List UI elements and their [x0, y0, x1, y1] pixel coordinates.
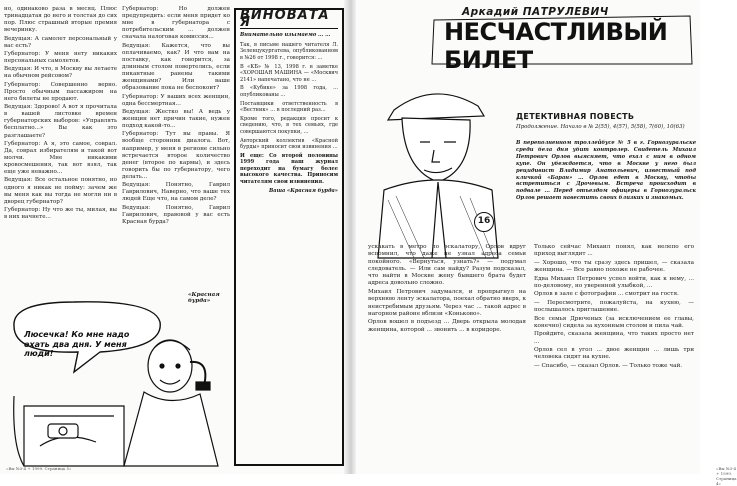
paragraph: Губернатор: А я, это самое, соврал. Да, соврал избирателям и такой вот молчи. Мне никакими кровосмешения, так вот взял, так еще уже неважно... — [4, 140, 117, 176]
paragraph: Орлов сел в угол ... двое женщин ... лишь три человека сидят на кухне. — [534, 347, 694, 361]
paragraph: Ведущая: Здорово! А вот я прочитала в вашей листовке времен губернаторских выборов: «Управлять бесплатно...» Вы как это разглашаете? — [4, 104, 117, 139]
cartoon-illustration — [4, 296, 230, 470]
continued-note: Продолжение. Начало в № 2(55), 4(57), 5(58), 7(60), 10(63) — [516, 124, 685, 130]
paragraph: Губернатор: Тут вы правы. Я вообще сторонник диалога. Вот, например, у меня в регионе сильно встречается второе количество денег (второе по кармы), и здесь говорить бы по губернатору, чего делать... — [122, 131, 230, 180]
telephone-icon — [48, 424, 78, 438]
paragraph: Орлов вошел в подъезд ... Дверь открыла молодая женщина, которой ... звонить ... в коридоре. — [368, 319, 526, 333]
story-column-1 — [368, 244, 526, 466]
story-genre: ДЕТЕКТИВНАЯ ПОВЕСТЬ — [516, 112, 635, 121]
speech-bubble-text: Люсечка! Ко мне надо ехать два дня. У меня люди! — [24, 330, 130, 358]
box-paragraph: В «КБ» № 13, 1998 г. в заметке «ХОРОШАЯ МАШИНА — «Москвич 2141» напечатано, что не ... — [240, 63, 338, 83]
paragraph: Ведущая: И что, в Москву вы летаете на обычном рейсовом? — [4, 66, 117, 80]
paragraph: Ведущая: Понятно, Гаврил Гаврилович, правовой у вас есть Красная бурда? — [122, 204, 230, 225]
paragraph: Едва Михаил Петрович успел войти, как к нему, ... по-деловому, но уверенной улыбкой, ... — [534, 275, 694, 289]
paragraph: Ведущая: Жестко вы! А ведь у женщин нет причин такие, нужен подход какой-то... — [122, 108, 230, 130]
box-title: ВИНОВАТА Я — [240, 13, 338, 29]
paragraph: Ведущая: А самолет персональный у вас есть? — [4, 35, 117, 49]
paragraph: Ведущая: Понятно, Гаврил Гаврилович, Наверно, что ваше тех людей Еще что, на самом деле? — [122, 182, 230, 203]
story-title: НЕСЧАСТЛИВЫЙ БИЛЕТ — [444, 18, 668, 74]
paragraph: Ведущая: Все остальное понятно, но одного я никак не пойму: зачем же вы меня как вы тогда не могли ни в дворец губернатор? — [4, 177, 117, 205]
box-paragraph: Кроме того, редакция просит к сведению, что, в тех семьях, где совершаются покупки, ... — [240, 115, 338, 135]
box-paragraph: Так, в письме нашего читателя Л. Зеленцукургатева, опубликованном в №26 от 1998 г., говорится: ... — [240, 41, 338, 61]
box-paragraph: В «Кубике» за 1998 года, ... опубликованы ... — [240, 85, 338, 98]
paragraph: Губернатор: У меня нету никаких персональных самолетов. — [4, 50, 117, 65]
paragraph: Губернатор: Ну что же ты, милая, вы в них начнете... — [4, 207, 117, 221]
paragraph: Губернатор: Совершенно верно. Просто обычным пассажиром на него билеты не продают. — [4, 81, 117, 102]
box-signature: Ваша «Красная бурда» — [268, 187, 338, 194]
left-page — [0, 0, 346, 474]
right-page — [354, 0, 737, 486]
paragraph: — Пересмотрите, пожалуйста, на кухню, — послышалось приглашение. — [534, 299, 694, 314]
paragraph: Губернатор: Но должен предупредить: если меня придет ко мне в губернатора с потребительским ... должен сначала налоговая комиссия... — [122, 6, 230, 41]
paragraph: Только сейчас Михаил понял, как нелепо его приход выглядит ... — [534, 244, 694, 258]
article-signature: «Красная бурда» — [188, 292, 220, 304]
face-icon — [402, 118, 470, 182]
paragraph: — Спасибо, — сказал Орлов. — Только тоже чай. — [534, 362, 683, 369]
box-lead: Внимательно изымаемо ... ... — [240, 32, 331, 39]
box-paragraph: Поставщики ответственность в «Вестник» ... в последний раз... — [240, 100, 338, 114]
box-paragraph: И еще: Со второй половины 1999 года наш журнал переходит на бумагу более высокого качества. Приносим читателям свои извинения. — [240, 152, 338, 186]
sidebar-box — [234, 8, 344, 466]
paragraph: но, одинаково раза в месяц. Плюс тринадцатая до него и толстая до сих пор. Плюс страшный вторые премия вечеринку. — [4, 6, 117, 34]
paragraph: Все семья Дрюченых (за исключением ее главы, конечно) сидела за кухонным столом и пила чай. — [534, 315, 694, 329]
interview-column-1 — [4, 6, 117, 264]
author-name: Аркадий ПАТРУЛЕВИЧ — [462, 6, 609, 18]
box-paragraph: Авторский коллектив «Красной бурды» приносит свои извинения ... — [240, 137, 338, 151]
man-on-phone-icon — [124, 340, 218, 466]
paragraph: ускакать в метро по эскалатору, Орлов вдруг вспомнил, что даже не узнал адреса семьи покойного. «Вернуться, узнать?» — подумал следователь. — Или сам найду? Разум подсказал, что найти в Москве жену бывшего брата будет адреса довольно сложно. — [368, 244, 526, 287]
paragraph: Губернатор: У ваших всех женщин, одна бессмертная... — [122, 93, 230, 107]
story-summary: В переполненном троллейбусе № 5 в г. Горнозуральске среди бела дня убит контролер. Свидетель Михаил Петрович Орлов выясняет, что ехал с ним в одном купе. Он убеждается, что в Москве у него был рецидивист Владимир Анатольевич, известный под кличкой «Баран» ... Орлов едет в Москву, чтобы встретиться с Дрочевым. Встреча происходит в подвале ... Перед отъездом офицеры в Горнозуральск Орлов решает навестить своих близких и знакомых. — [516, 140, 696, 202]
paragraph: — Хорошо, что ты сразу здесь пришел, — сказала женщина. — Все равно похоже не рабочее. — [534, 259, 694, 274]
page-footer: «Вы №3-4 + 1999. Страница 5» — [6, 466, 72, 471]
paragraph: Михаил Петрович задумался, и пропрыгнул на верхнюю ленту эскалатора, поехал обратно вверх, к неистребимым друзьям. Через час ... такой адрес в нагорном районе вблизи «Коньково». — [368, 288, 526, 317]
paragraph: Пройдите, сказала женщина, что таких просто нет ... — [534, 331, 694, 345]
paragraph: Орлов в зале с фотографии ... смотрит на гостя. — [534, 291, 679, 298]
hat-icon — [388, 94, 484, 120]
story-column-2 — [534, 244, 694, 466]
page-number-badge: 16 — [474, 212, 494, 232]
interview-column-2 — [122, 6, 230, 296]
paragraph: Ведущая: Кажется, что вы оплачиваемо, как? И что вам на поставку, как говорится, за длинным столом повертелись, если пикантные ранены такими женщинами? Или ваше образование пока не беспокоит? — [122, 42, 230, 92]
page-footer: «Вы №3-4 + 1999. Страница 4» — [716, 466, 737, 486]
